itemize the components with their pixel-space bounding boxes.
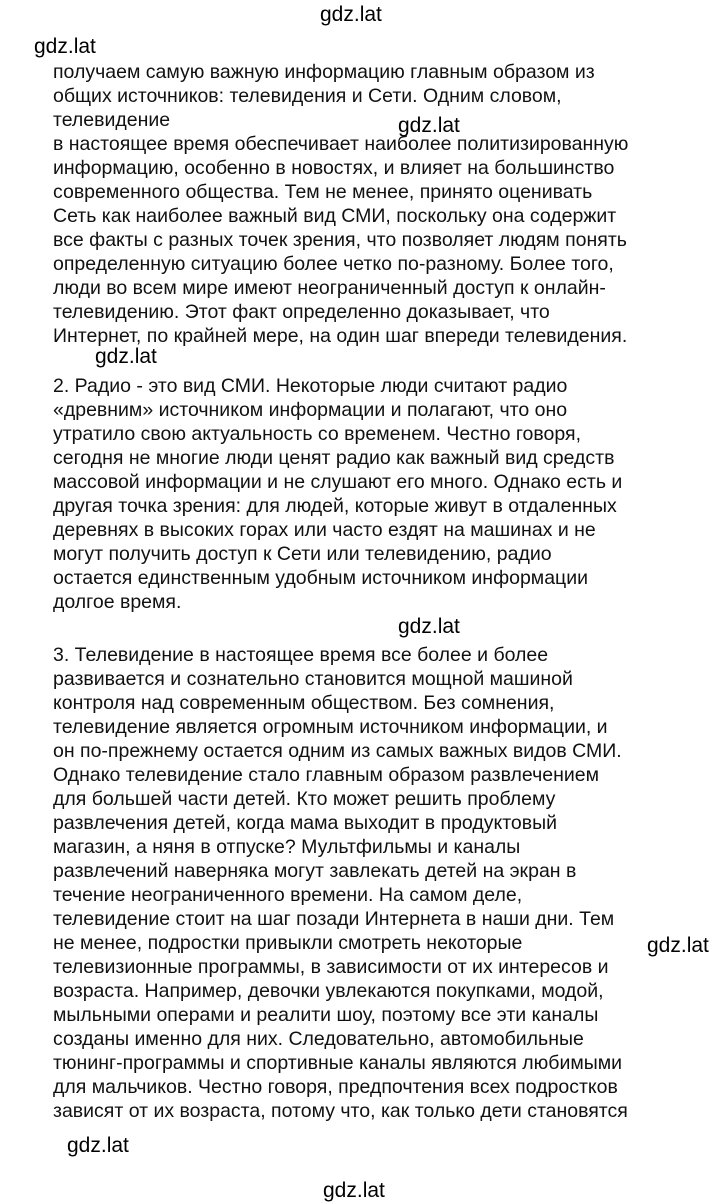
paragraph-line: современного общества. Тем не менее, принято оценивать [53, 181, 593, 203]
paragraph-line: Сеть как наиболее важный вид СМИ, поскольку она содержит [53, 205, 617, 227]
paragraph-line: телевидение [53, 109, 171, 131]
paragraph-line: другая точка зрения: для людей, которые живут в отдаленных [53, 495, 617, 517]
paragraph-line: сегодня не многие люди ценят радио как важный вид средств [53, 447, 615, 469]
paragraph-line: телевизионные программы, в зависимости от их интересов и [53, 956, 609, 978]
paragraph-line: общих источников: телевидения и Сети. Одним словом, [53, 85, 562, 107]
watermark-bottom: gdz.lat [323, 1179, 385, 1202]
paragraph-1 [53, 60, 693, 348]
paragraph-line: могут получить доступ к Сети или телевидению, радио [53, 543, 552, 565]
paragraph-line: все факты с разных точек зрения, что позволяет людям понять [53, 229, 627, 251]
paragraph-line: массовой информации и не слушают его много. Однако есть и [53, 471, 623, 493]
paragraph-line: Однако телевидение стало главным образом развлечением [53, 764, 600, 786]
paragraph-line: 3. Телевидение в настоящее время все более и более [53, 644, 549, 666]
paragraph-line: определенную ситуацию более четко по-разному. Более того, [53, 253, 614, 275]
paragraph-line: телевидение является огромным источником информации, и [53, 716, 608, 738]
watermark-bottom-left: gdz.lat [67, 1134, 129, 1157]
paragraph-line: развлечения детей, когда мама выходит в продуктовый [53, 812, 558, 834]
paragraph-2 [53, 374, 693, 614]
watermark-right: gdz.lat [647, 934, 709, 957]
watermark-after-paragraph-1: gdz.lat [95, 345, 157, 368]
paragraph-line: «древним» источником информации и полагают, что оно [53, 399, 568, 421]
paragraph-line: в настоящее время обеспечивает наиболее политизированную [53, 133, 629, 155]
paragraph-line: не менее, подростки привыкли смотреть некоторые [53, 932, 523, 954]
paragraph-line: для большей части детей. Кто может решить проблему [53, 788, 556, 810]
watermark-top: gdz.lat [320, 3, 382, 26]
watermark-after-paragraph-2: gdz.lat [398, 615, 460, 638]
paragraph-line: телевидение стоит на шаг позади Интернета в наши дни. Тем [53, 908, 615, 930]
paragraph-line: развлечений наверняка могут завлекать детей на экран в [53, 860, 577, 882]
paragraph-line: 2. Радио - это вид СМИ. Некоторые люди считают радио [53, 375, 568, 397]
paragraph-line: мыльными операми и реалити шоу, поэтому все эти каналы [53, 1004, 599, 1026]
paragraph-line: созданы именно для них. Следовательно, автомобильные [53, 1028, 584, 1050]
paragraph-line: зависят от их возраста, потому что, как только дети становятся [53, 1100, 628, 1122]
paragraph-line: телевидению. Этот факт определенно доказывает, что [53, 301, 550, 323]
paragraph-line: для мальчиков. Честно говоря, предпочтения всех подростков [53, 1076, 618, 1098]
paragraph-line: информацию, особенно в новостях, и влияет на большинство [53, 157, 615, 179]
paragraph-line: долгое время. [53, 591, 182, 613]
paragraph-3 [53, 643, 693, 1123]
paragraph-line: возраста. Например, девочки увлекаются покупками, модой, [53, 980, 604, 1002]
paragraph-line: магазин, а няня в отпуске? Мультфильмы и каналы [53, 836, 521, 858]
paragraph-line: течение неограниченного времени. На самом деле, [53, 884, 523, 906]
paragraph-line: деревнях в высоких горах или часто ездят на машинах и не [53, 519, 596, 541]
paragraph-line: контроля над современным обществом. Без сомнения, [53, 692, 555, 714]
watermark-top-left: gdz.lat [34, 35, 96, 58]
paragraph-line: он по-прежнему остается одним из самых важных видов СМИ. [53, 740, 622, 762]
paragraph-line: Интернет, по крайней мере, на один шаг впереди телевидения. [53, 325, 628, 347]
paragraph-line: тюнинг-программы и спортивные каналы являются любимыми [53, 1052, 623, 1074]
paragraph-line: остается единственным удобным источником информации [53, 567, 589, 589]
paragraph-line: люди во всем мире имеют неограниченный доступ к онлайн- [53, 277, 606, 299]
paragraph-line: развивается и сознательно становится мощной машиной [53, 668, 573, 690]
watermark-paragraph-1: gdz.lat [398, 114, 460, 137]
paragraph-line: получаем самую важную информацию главным образом из [53, 61, 595, 83]
paragraph-line: утратило свою актуальность со временем. Честно говоря, [53, 423, 581, 445]
